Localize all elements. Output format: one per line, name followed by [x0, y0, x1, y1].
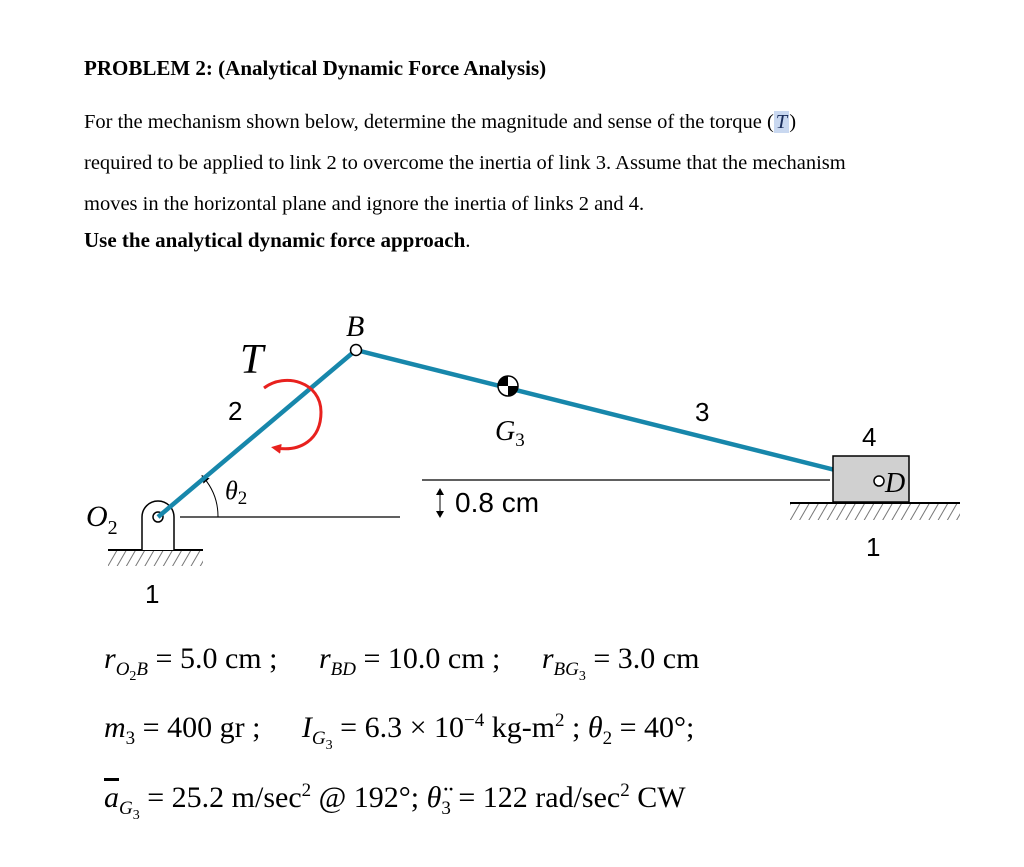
- label-offset-dimension: 0.8 cm: [455, 487, 540, 518]
- joint-d: [874, 476, 884, 486]
- given-line-3: $\overline{a}_{G_3} = 25.2$ $m/\sec^2$ @ 192°; $\thetä_3 = 122$ rad/$\sec^2$ CW: [104, 780, 686, 823]
- statement-line-3: moves in the horizontal plane and ignore the inertia of links 2 and 4.: [84, 193, 645, 215]
- torque-arrow: [264, 380, 321, 448]
- statement-line-1: For the mechanism shown below, determine the magnitude and sense of the torque (T): [84, 111, 797, 133]
- ground-right: [790, 503, 960, 520]
- torque-symbol-inline: T: [775, 111, 788, 133]
- label-link-2: 2: [228, 396, 243, 426]
- ground-hatch-left: [108, 550, 203, 566]
- center-of-mass-symbol: [498, 376, 518, 396]
- ground-hatch-right: [790, 504, 960, 520]
- theta2-arc: [204, 478, 218, 517]
- joint-b: [351, 345, 362, 356]
- problem-title: PROBLEM 2: (Analytical Dynamic Force Analysis): [84, 56, 547, 80]
- given-line-2: $m_3 = 400$ gr ; $I_{G_3} = 6.3 \times 10^{-4}$ $kg-m^2$ ; $\theta_2 = 40^\circ$;: [104, 710, 695, 753]
- mechanism-figure: [0, 290, 1024, 610]
- ground-left: [108, 501, 203, 566]
- given-line-1: $r_{O_2B} = 5.0$ cm ; $r_{BD} = 10.0$ cm ; $r_{BG_3} = 3.0$ cm: [104, 642, 700, 684]
- label-g3: $G_3$: [495, 416, 525, 451]
- label-o2: $O_2$: [86, 500, 118, 539]
- label-ground-left: 1: [145, 579, 160, 609]
- statement-line-2: required to be applied to link 2 to overcome the inertia of link 3. Assume that the mechanism: [84, 152, 846, 174]
- torque-label: T: [240, 337, 264, 383]
- label-theta2: θ2: [225, 476, 248, 509]
- label-d: D: [885, 468, 906, 499]
- link-3: [356, 350, 879, 481]
- problem-statement: [84, 102, 974, 225]
- label-ground-right: 1: [866, 532, 881, 562]
- label-link-4: 4: [862, 422, 877, 452]
- instruction-text: Use the analytical dynamic force approach.: [84, 228, 471, 252]
- label-b: B: [346, 310, 365, 343]
- label-link-3: 3: [695, 397, 710, 427]
